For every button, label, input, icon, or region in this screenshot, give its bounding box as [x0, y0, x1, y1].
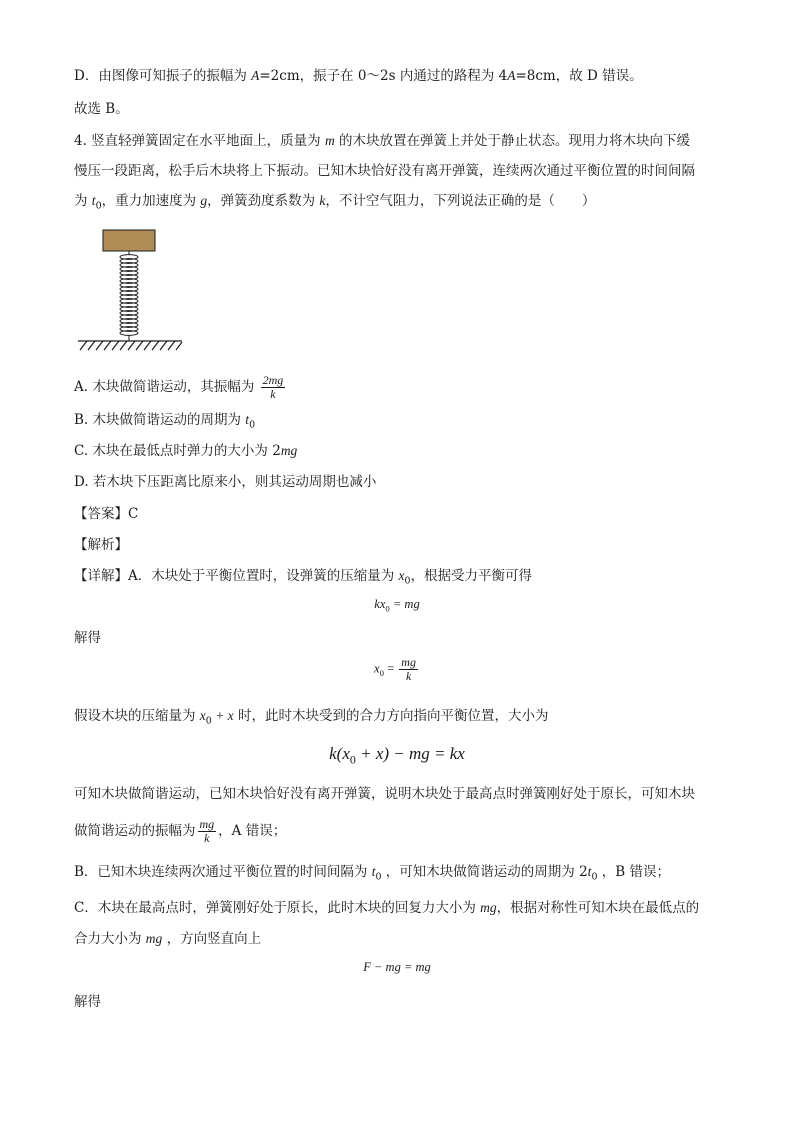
equation-part: k(x	[329, 744, 350, 763]
symbol: x	[199, 708, 206, 723]
subscript: 0	[375, 871, 382, 883]
subscript: 0	[591, 871, 598, 883]
text: C. 木块在最低点时弹力的大小为 2	[74, 443, 281, 459]
symbol: t	[91, 193, 96, 208]
symbol: t	[371, 864, 376, 879]
text: ，A 错误；	[218, 823, 287, 839]
text: ，B 错误；	[597, 864, 670, 880]
symbol: A	[507, 68, 516, 83]
text: A. 木块做简谐运动，其振幅为	[74, 379, 259, 395]
symbol: + x	[211, 708, 234, 723]
text: ，方向竖直向上	[162, 931, 262, 947]
denominator: k	[204, 831, 210, 845]
text: 4. 竖直轻弹簧固定在水平地面上，质量为	[74, 133, 325, 149]
text: =8cm，故 D 错误。	[515, 68, 643, 84]
fraction	[399, 656, 418, 683]
text: 合力大小为	[74, 931, 146, 947]
subscript: 0	[249, 419, 256, 431]
text: ，不计空气阻力，下列说法正确的是（ ）	[325, 193, 596, 209]
detail-paragraph-7	[74, 929, 261, 949]
spring-coil-icon	[120, 251, 138, 341]
ground-hatch-icon	[78, 341, 182, 350]
fraction	[261, 374, 286, 401]
symbol: x	[398, 568, 405, 583]
analysis-label: 【解析】	[74, 537, 128, 553]
equation-4	[0, 960, 794, 975]
symbol: mg	[145, 931, 163, 946]
text: 时，此时木块受到的合力方向指向平衡位置，大小为	[233, 708, 549, 724]
option-a	[74, 370, 287, 404]
equation-2	[0, 656, 794, 683]
symbol: mg	[280, 443, 298, 458]
detail-paragraph-5	[74, 862, 670, 888]
denominator: k	[270, 387, 276, 401]
equals: =	[383, 661, 398, 676]
subscript: 0	[404, 575, 411, 587]
subscript: 0	[385, 603, 390, 614]
option-b	[74, 410, 255, 436]
symbol: mg	[480, 900, 497, 915]
equation-part: kx	[374, 597, 386, 611]
text: B. 木块做简谐运动的周期为	[74, 412, 246, 428]
detail-paragraph-6	[74, 898, 699, 918]
symbol: t	[587, 864, 592, 879]
denominator: k	[405, 669, 412, 684]
equation-part: = mg	[389, 597, 420, 611]
wooden-block	[103, 230, 155, 251]
text: ，重力加速度为	[101, 193, 201, 209]
equation-3	[0, 744, 794, 767]
solve-label-1: 解得	[74, 630, 101, 646]
subscript: 0	[95, 200, 102, 212]
equation-part: F − mg = mg	[363, 960, 431, 974]
text: ，可知木块做简谐运动的周期为 2	[381, 864, 588, 880]
detail-paragraph-1	[74, 566, 532, 592]
symbol: m	[324, 133, 335, 148]
fraction	[198, 818, 217, 845]
question-4-line-1	[74, 131, 690, 151]
numerator: mg	[401, 655, 416, 669]
numerator: mg	[199, 816, 215, 831]
text: ，根据受力平衡可得	[410, 568, 533, 584]
text: =2cm，振子在 0～2s 内通过的路程为 4	[259, 68, 508, 84]
text: ，根据对称性可知木块在最低点的	[496, 900, 700, 916]
text: 【详解】A．木块处于平衡位置时，设弹簧的压缩量为	[74, 568, 399, 584]
equation-part: x	[374, 661, 380, 676]
spring-block-figure	[74, 226, 189, 354]
detail-paragraph-2	[74, 706, 548, 732]
detail-paragraph-3: 可知木块做简谐运动，已知木块恰好没有离开弹簧，说明木块处于最高点时弹簧刚好处于原长，可知木块	[74, 786, 695, 802]
text: 为	[74, 193, 92, 209]
equation-part: + x) − mg = kx	[355, 744, 465, 763]
subscript: 0	[205, 715, 212, 727]
symbol: k	[319, 193, 326, 208]
option-c	[74, 441, 297, 461]
equation-1	[0, 597, 794, 614]
text: C．木块在最高点时，弹簧刚好处于原长，此时木块的回复力大小为	[74, 900, 481, 916]
text: B．已知木块连续两次通过平衡位置的时间间隔为	[74, 864, 372, 880]
subscript: 0	[379, 668, 384, 679]
text: 做简谐运动的振幅为	[74, 823, 196, 839]
option-d: D. 若木块下压距离比原来小，则其运动周期也减小	[74, 474, 377, 490]
prev-selection: 故选 B。	[74, 101, 129, 117]
text: ，弹簧劲度系数为	[207, 193, 320, 209]
symbol: t	[245, 412, 250, 427]
numerator: 2mg	[262, 372, 284, 387]
question-4-line-3	[74, 191, 595, 217]
question-4-line-2: 慢压一段距离，松手后木块将上下振动。已知木块恰好没有离开弹簧，连续两次通过平衡位置的时间间隔	[74, 163, 695, 179]
text: 假设木块的压缩量为	[74, 708, 200, 724]
solve-label-2: 解得	[74, 994, 101, 1010]
text: 的木块放置在弹簧上并处于静止状态。现用力将木块向下缓	[334, 133, 691, 149]
symbol: g	[200, 193, 208, 208]
detail-paragraph-4	[74, 814, 286, 848]
subscript: 0	[349, 752, 356, 767]
prev-option-d	[74, 66, 643, 86]
answer-label: 【答案】C	[74, 506, 139, 522]
text: D．由图像可知振子的振幅为	[74, 68, 252, 84]
symbol: A	[251, 68, 260, 83]
